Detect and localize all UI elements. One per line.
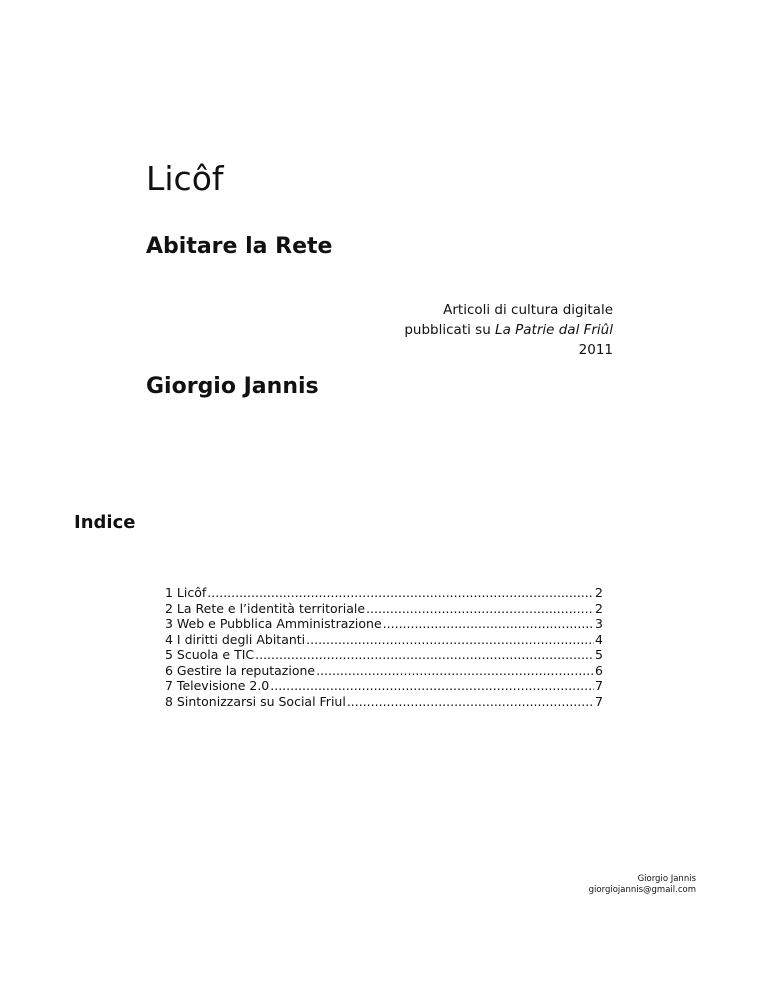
- toc-heading: Indice: [74, 512, 136, 533]
- author-name: Giorgio Jannis: [146, 374, 319, 399]
- table-of-contents: [165, 585, 603, 709]
- toc-entry-page: 4: [595, 631, 603, 647]
- toc-entry-page: 5: [595, 647, 603, 662]
- toc-entry[interactable]: [165, 678, 603, 694]
- document-subtitle: Abitare la Rete: [146, 234, 333, 259]
- toc-entry[interactable]: [165, 616, 603, 632]
- toc-entry-label: 2 La Rete e l’identità territoriale: [165, 600, 366, 616]
- toc-entry-label: 3 Web e Pubblica Amministrazione: [165, 616, 382, 631]
- toc-entry[interactable]: [165, 694, 603, 710]
- toc-entry-page: 3: [595, 616, 603, 631]
- toc-leader-dots: [316, 663, 594, 679]
- footer-author-name: Giorgio Jannis: [637, 874, 696, 884]
- toc-entry[interactable]: [165, 647, 603, 663]
- publication-info-line-1: Articoli di cultura digitale: [443, 302, 613, 318]
- toc-entry-label: 6 Gestire la reputazione: [165, 662, 316, 678]
- toc-entry[interactable]: [165, 601, 603, 617]
- publication-info-line-2: [404, 320, 613, 340]
- toc-entry-label: 1 Licôf: [165, 585, 207, 600]
- document-title: Licôf: [146, 159, 224, 198]
- toc-leader-dots: [255, 647, 594, 663]
- toc-entry-page: 7: [595, 693, 603, 709]
- page-footer: [589, 874, 696, 896]
- publication-year: 2011: [578, 342, 613, 358]
- toc-entry-label: 4 I diritti degli Abitanti: [165, 631, 306, 647]
- toc-entry-label: 5 Scuola e TIC: [165, 647, 255, 662]
- toc-leader-dots: [347, 694, 594, 710]
- toc-entry[interactable]: [165, 663, 603, 679]
- toc-entry-page: 2: [595, 585, 603, 600]
- toc-leader-dots: [270, 678, 594, 694]
- toc-leader-dots: [366, 601, 594, 617]
- footer-email: giorgiojannis@gmail.com: [588, 885, 696, 895]
- toc-entry-page: 6: [595, 662, 603, 678]
- toc-entry[interactable]: [165, 632, 603, 648]
- toc-entry-label: 8 Sintonizzarsi su Social Friul: [165, 693, 346, 709]
- newspaper-name: La Patrie dal Friûl: [495, 322, 613, 338]
- toc-leader-dots: [383, 616, 594, 632]
- publication-info: [404, 300, 613, 360]
- publication-info-prefix: pubblicati su: [404, 322, 496, 338]
- toc-leader-dots: [207, 585, 594, 601]
- toc-entry-page: 2: [595, 600, 603, 616]
- toc-entry[interactable]: [165, 585, 603, 601]
- toc-entry-label: 7 Televisione 2.0: [165, 678, 270, 693]
- toc-entry-page: 7: [595, 678, 603, 693]
- toc-leader-dots: [306, 632, 594, 648]
